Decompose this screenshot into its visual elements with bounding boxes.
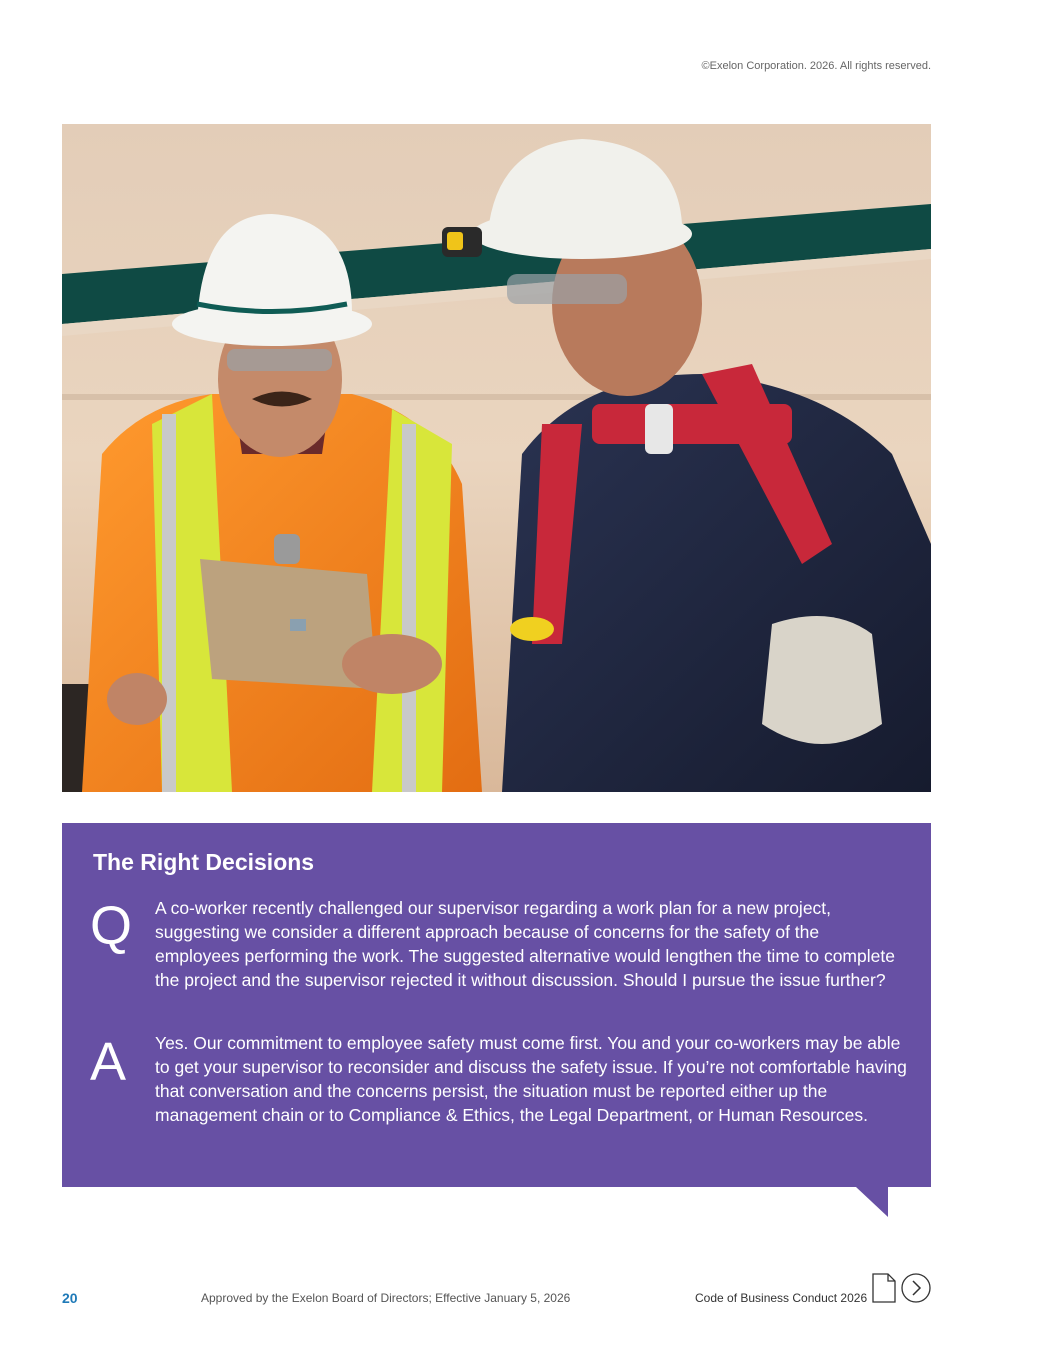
page-number: 20 — [62, 1290, 78, 1306]
chevron-right-icon — [901, 1273, 931, 1303]
next-page-button[interactable] — [901, 1273, 931, 1303]
copyright-notice: ©Exelon Corporation. 2026. All rights reserved. — [701, 60, 931, 72]
question-text: A co-worker recently challenged our supervisor regarding a work plan for a new project, suggesting we consider a different approach because of concerns for the safety of the employees performing the work. The suggested alternative would lengthen the time to complete the project and the supervisor rejected it without discussion. Should I pursue the issue further? — [155, 898, 895, 990]
question-label: Q — [90, 896, 133, 956]
document-icon[interactable] — [872, 1273, 896, 1303]
approval-note: Approved by the Exelon Board of Directors; Effective January 5, 2026 — [201, 1291, 571, 1305]
callout-tail — [856, 1187, 888, 1217]
callout-title: The Right Decisions — [93, 849, 315, 875]
document-title: Code of Business Conduct 2026 — [695, 1291, 868, 1305]
answer-label: A — [90, 1032, 127, 1092]
answer-text: Yes. Our commitment to employee safety must come first. You and your co-workers may be able to get your supervisor to reconsider and discuss the safety issue. If you’re not comfortable having that conversation and the concerns persist, the situation must be reported either up the management chain or to Compliance & Ethics, the Legal Department, or Human Resources. — [155, 1033, 907, 1125]
workers-photo — [62, 124, 931, 792]
right-decisions-callout — [62, 823, 931, 1187]
